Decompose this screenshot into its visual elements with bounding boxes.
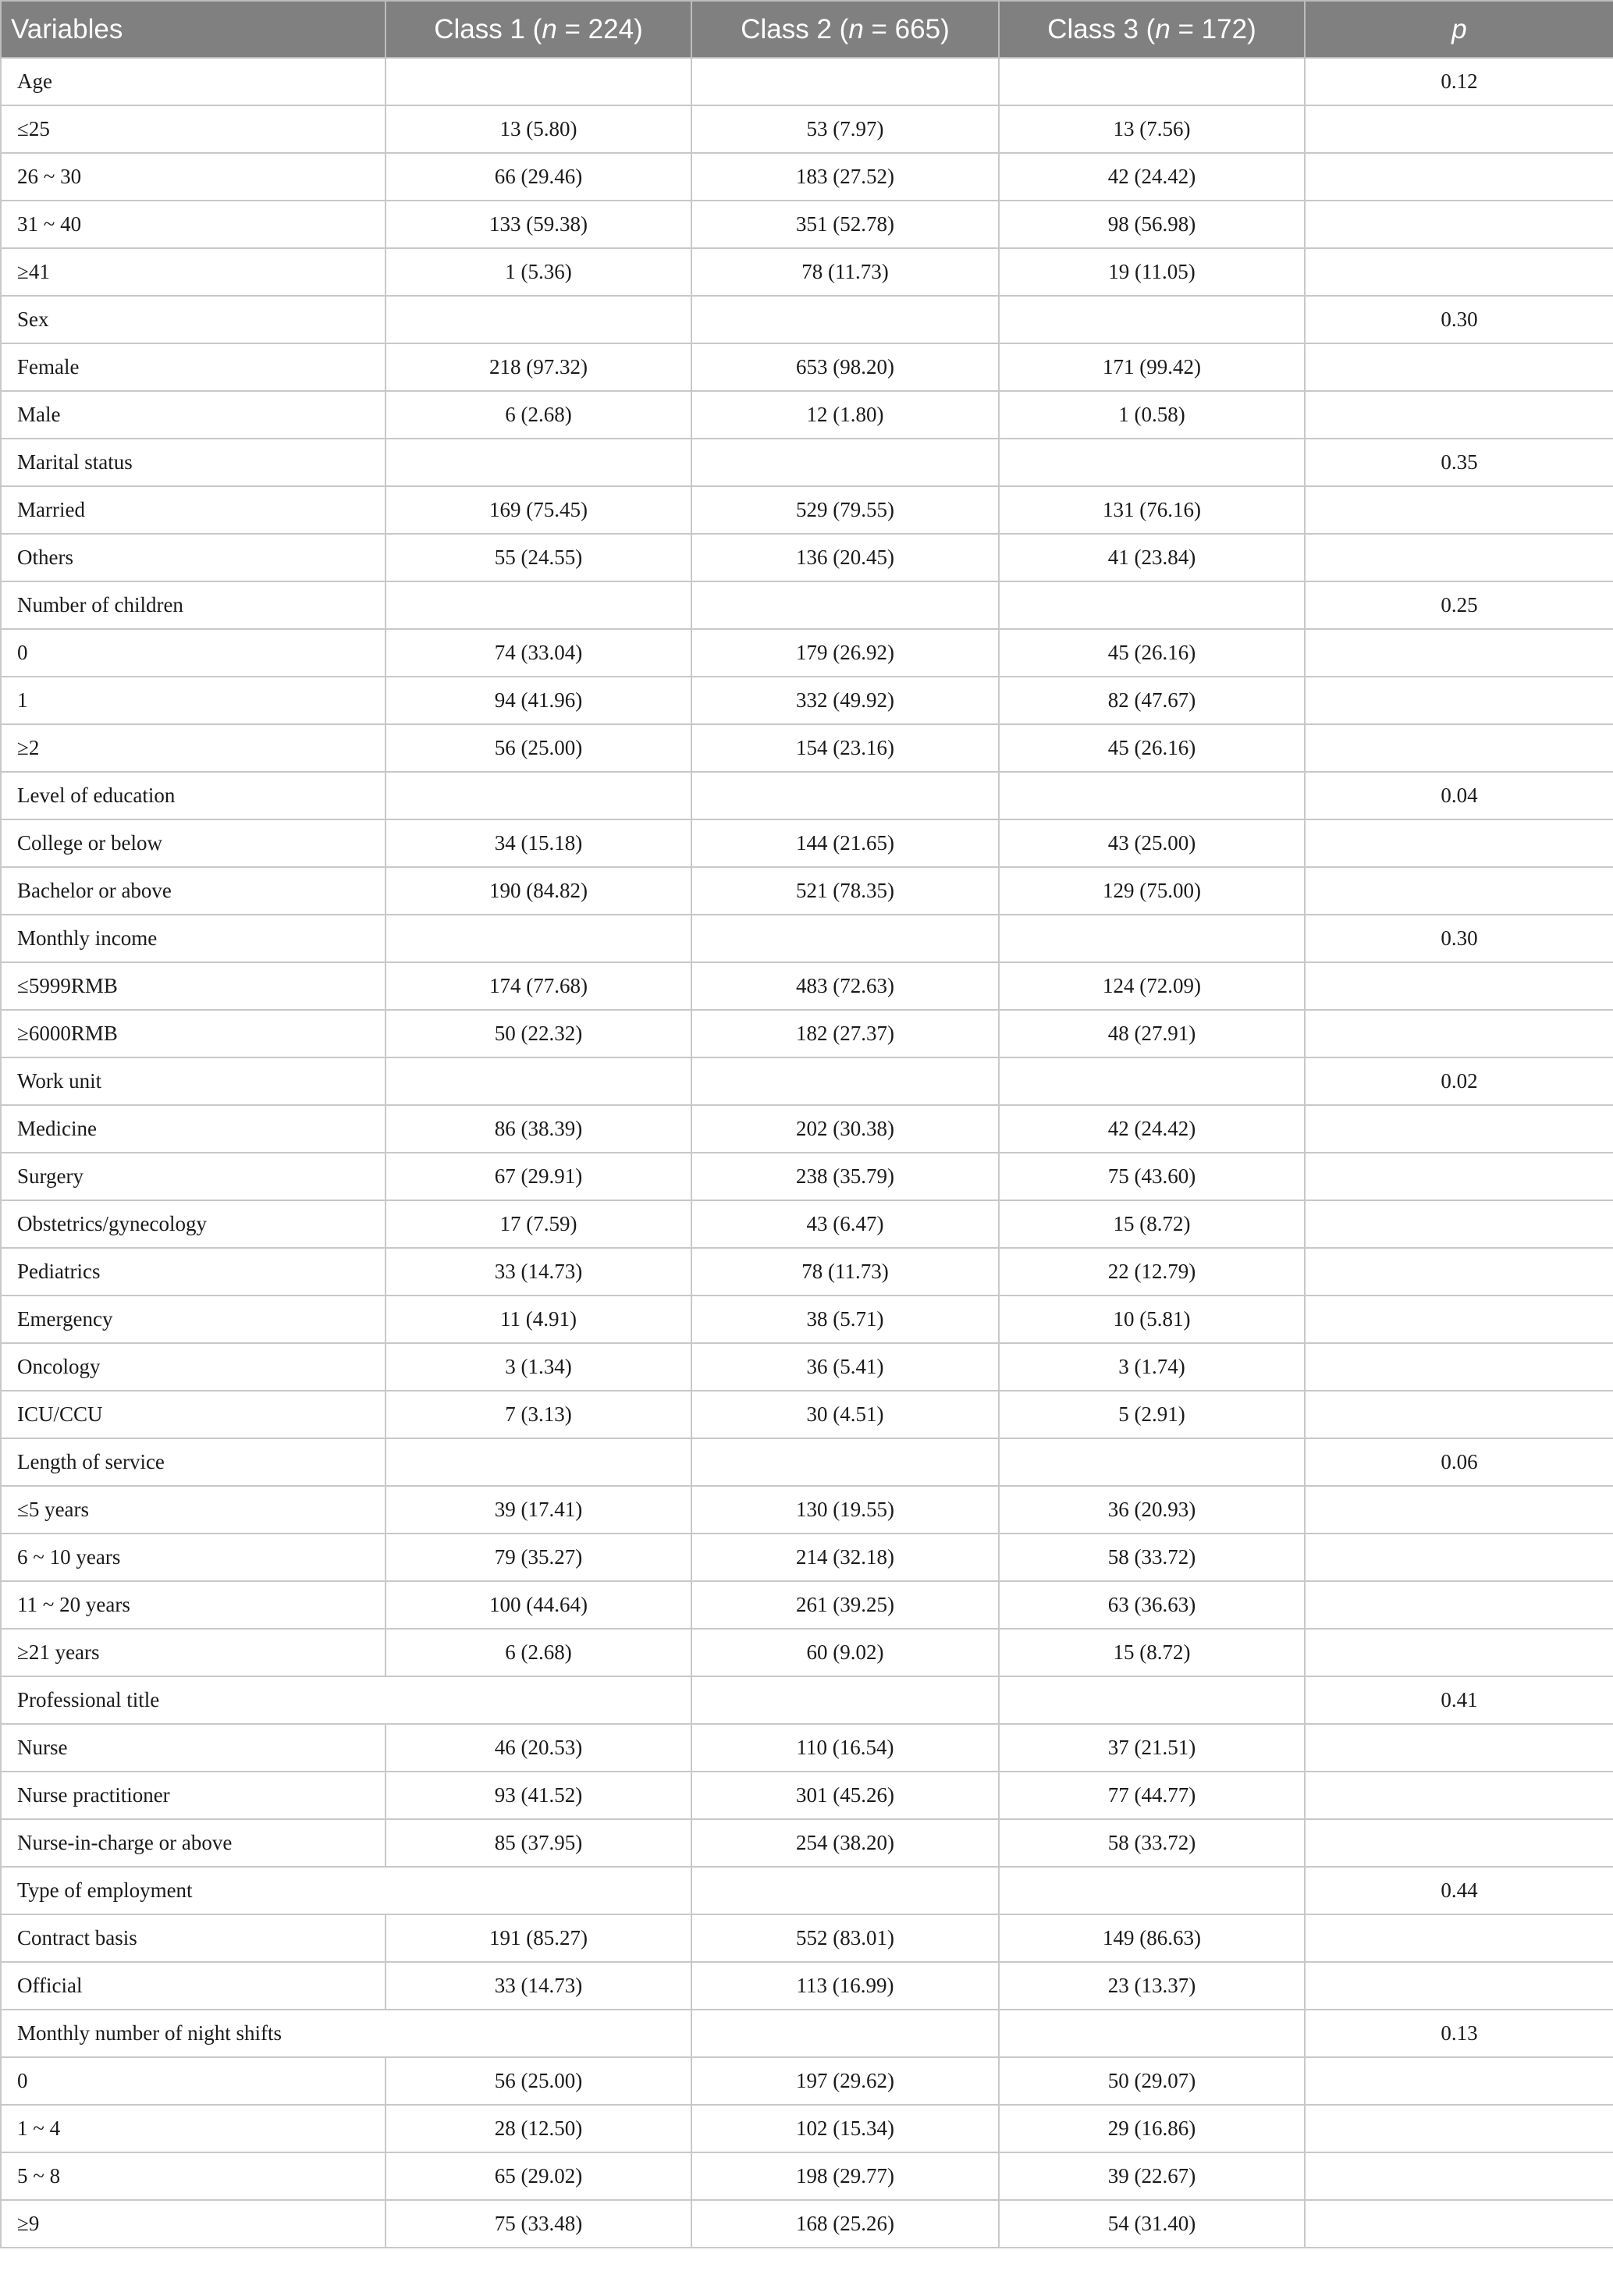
- cell-class-3: 36 (20.93): [999, 1486, 1305, 1534]
- cell-class-1: 28 (12.50): [385, 2105, 691, 2152]
- cell-class-2: 214 (32.18): [691, 1534, 999, 1581]
- table-row: [1, 1676, 1613, 1724]
- cell-class-1: 93 (41.52): [385, 1772, 691, 1819]
- cell-p-value: [1305, 819, 1613, 867]
- cell-class-1: 33 (14.73): [385, 1962, 691, 2010]
- cell-class-3: 58 (33.72): [999, 1534, 1305, 1581]
- row-label: College or below: [1, 819, 385, 867]
- row-label: Married: [1, 486, 385, 534]
- cell-class-3: 3 (1.74): [999, 1343, 1305, 1391]
- cell-class-3: [999, 296, 1305, 343]
- cell-p-value: 0.13: [1305, 2010, 1613, 2057]
- cell-class-2: [691, 58, 999, 105]
- row-label: Surgery: [1, 1153, 385, 1200]
- row-label: 5 ~ 8: [1, 2152, 385, 2200]
- row-label: Obstetrics/gynecology: [1, 1200, 385, 1248]
- table-row: [1, 1914, 1613, 1962]
- cell-class-2: [691, 1676, 999, 1724]
- cell-p-value: [1305, 343, 1613, 391]
- table-row: [1, 153, 1613, 201]
- cell-class-1: 11 (4.91): [385, 1295, 691, 1343]
- cell-class-2: 238 (35.79): [691, 1153, 999, 1200]
- cell-p-value: 0.02: [1305, 1057, 1613, 1105]
- cell-p-value: [1305, 677, 1613, 724]
- cell-p-value: [1305, 1914, 1613, 1962]
- header-class-1: [385, 1, 691, 58]
- cell-class-1: [385, 439, 691, 486]
- cell-class-3: 13 (7.56): [999, 105, 1305, 153]
- cell-p-value: [1305, 2152, 1613, 2200]
- cell-p-value: 0.44: [1305, 1867, 1613, 1914]
- row-label: 6 ~ 10 years: [1, 1534, 385, 1581]
- cell-p-value: [1305, 867, 1613, 915]
- cell-class-1: 17 (7.59): [385, 1200, 691, 1248]
- cell-class-3: 42 (24.42): [999, 1105, 1305, 1153]
- header-variables-text: Variables: [11, 13, 123, 44]
- row-label: ≥9: [1, 2200, 385, 2248]
- table-header: [1, 1, 1613, 58]
- cell-class-2: 136 (20.45): [691, 534, 999, 581]
- row-label: Oncology: [1, 1343, 385, 1391]
- table-row: [1, 772, 1613, 819]
- table-row: [1, 867, 1613, 915]
- cell-class-3: 19 (11.05): [999, 248, 1305, 296]
- cell-class-1: 1 (5.36): [385, 248, 691, 296]
- cell-class-1: 191 (85.27): [385, 1914, 691, 1962]
- cell-p-value: [1305, 1534, 1613, 1581]
- cell-class-2: 78 (11.73): [691, 1248, 999, 1295]
- cell-class-3: 5 (2.91): [999, 1391, 1305, 1438]
- table-row: [1, 1343, 1613, 1391]
- cell-class-1: [385, 581, 691, 629]
- table-row: [1, 1438, 1613, 1486]
- cell-p-value: [1305, 1343, 1613, 1391]
- cell-p-value: [1305, 1391, 1613, 1438]
- cell-class-2: [691, 772, 999, 819]
- cell-p-value: [1305, 1295, 1613, 1343]
- cell-class-1: 65 (29.02): [385, 2152, 691, 2200]
- cell-class-2: 154 (23.16): [691, 724, 999, 772]
- cell-class-1: 39 (17.41): [385, 1486, 691, 1534]
- cell-p-value: 0.25: [1305, 581, 1613, 629]
- table-row: [1, 296, 1613, 343]
- row-label: Nurse-in-charge or above: [1, 1819, 385, 1867]
- cell-class-2: [691, 1438, 999, 1486]
- cell-p-value: [1305, 629, 1613, 677]
- table-row: [1, 724, 1613, 772]
- row-label: Nurse: [1, 1724, 385, 1772]
- cell-class-1: 190 (84.82): [385, 867, 691, 915]
- cell-class-3: 45 (26.16): [999, 629, 1305, 677]
- cell-p-value: [1305, 1819, 1613, 1867]
- cell-p-value: [1305, 201, 1613, 248]
- table-row: [1, 962, 1613, 1010]
- cell-class-2: 110 (16.54): [691, 1724, 999, 1772]
- cell-class-2: 198 (29.77): [691, 2152, 999, 2200]
- row-label: 26 ~ 30: [1, 153, 385, 201]
- cell-class-1: 169 (75.45): [385, 486, 691, 534]
- table-row: [1, 248, 1613, 296]
- cell-class-1: 66 (29.46): [385, 153, 691, 201]
- row-label: Bachelor or above: [1, 867, 385, 915]
- table-row: [1, 1295, 1613, 1343]
- table-row: [1, 1724, 1613, 1772]
- cell-class-1: 46 (20.53): [385, 1724, 691, 1772]
- row-label: 0: [1, 629, 385, 677]
- row-label: ICU/CCU: [1, 1391, 385, 1438]
- cell-p-value: [1305, 391, 1613, 439]
- cell-class-3: 22 (12.79): [999, 1248, 1305, 1295]
- cell-class-3: [999, 2010, 1305, 2057]
- cell-class-2: 144 (21.65): [691, 819, 999, 867]
- cell-class-1: 3 (1.34): [385, 1343, 691, 1391]
- table-row: [1, 677, 1613, 724]
- cell-p-value: [1305, 1105, 1613, 1153]
- header-class-3-n: n: [1155, 13, 1171, 44]
- row-label: ≥41: [1, 248, 385, 296]
- table-row: [1, 439, 1613, 486]
- cell-class-2: 197 (29.62): [691, 2057, 999, 2105]
- cell-p-value: [1305, 1629, 1613, 1676]
- cell-class-1: 94 (41.96): [385, 677, 691, 724]
- cell-class-2: [691, 915, 999, 962]
- header-class-1-n: n: [542, 13, 557, 44]
- row-label: ≥2: [1, 724, 385, 772]
- cell-class-3: 1 (0.58): [999, 391, 1305, 439]
- table-row: [1, 1581, 1613, 1629]
- cell-p-value: [1305, 248, 1613, 296]
- cell-class-1: 56 (25.00): [385, 724, 691, 772]
- row-label: Work unit: [1, 1057, 385, 1105]
- cell-class-1: 6 (2.68): [385, 391, 691, 439]
- cell-p-value: [1305, 1486, 1613, 1534]
- row-label: 0: [1, 2057, 385, 2105]
- cell-class-1: 7 (3.13): [385, 1391, 691, 1438]
- table-row: [1, 1962, 1613, 2010]
- cell-class-3: 43 (25.00): [999, 819, 1305, 867]
- row-label: Type of employment: [1, 1867, 691, 1914]
- table-row: [1, 1105, 1613, 1153]
- cell-class-3: [999, 1676, 1305, 1724]
- table-row: [1, 1772, 1613, 1819]
- cell-class-3: 98 (56.98): [999, 201, 1305, 248]
- cell-p-value: [1305, 105, 1613, 153]
- cell-class-3: 131 (76.16): [999, 486, 1305, 534]
- row-label: 11 ~ 20 years: [1, 1581, 385, 1629]
- cell-class-3: [999, 581, 1305, 629]
- cell-p-value: [1305, 1772, 1613, 1819]
- cell-class-1: 74 (33.04): [385, 629, 691, 677]
- table-row: [1, 1248, 1613, 1295]
- cell-class-3: 41 (23.84): [999, 534, 1305, 581]
- cell-class-3: 42 (24.42): [999, 153, 1305, 201]
- cell-class-3: 39 (22.67): [999, 2152, 1305, 2200]
- table-row: [1, 1010, 1613, 1057]
- cell-class-1: 75 (33.48): [385, 2200, 691, 2248]
- cell-p-value: [1305, 486, 1613, 534]
- cell-class-1: 85 (37.95): [385, 1819, 691, 1867]
- cell-class-2: 130 (19.55): [691, 1486, 999, 1534]
- cell-p-value: [1305, 1724, 1613, 1772]
- cell-p-value: 0.35: [1305, 439, 1613, 486]
- cell-class-2: 182 (27.37): [691, 1010, 999, 1057]
- table-row: [1, 1534, 1613, 1581]
- cell-class-1: 50 (22.32): [385, 1010, 691, 1057]
- cell-class-1: 34 (15.18): [385, 819, 691, 867]
- table-row: [1, 2105, 1613, 2152]
- table-row: [1, 486, 1613, 534]
- cell-class-3: [999, 1438, 1305, 1486]
- row-label: Level of education: [1, 772, 385, 819]
- cell-class-3: 10 (5.81): [999, 1295, 1305, 1343]
- row-label: ≤5 years: [1, 1486, 385, 1534]
- cell-class-2: 183 (27.52): [691, 153, 999, 201]
- row-label: Emergency: [1, 1295, 385, 1343]
- cell-class-1: 86 (38.39): [385, 1105, 691, 1153]
- cell-p-value: [1305, 1153, 1613, 1200]
- row-label: Monthly income: [1, 915, 385, 962]
- row-label: Pediatrics: [1, 1248, 385, 1295]
- table-row: [1, 1486, 1613, 1534]
- cell-class-1: [385, 296, 691, 343]
- cell-class-2: [691, 439, 999, 486]
- cell-class-3: 15 (8.72): [999, 1629, 1305, 1676]
- cell-class-3: 77 (44.77): [999, 1772, 1305, 1819]
- header-class-2-suffix: = 665): [863, 13, 950, 44]
- cell-p-value: 0.12: [1305, 58, 1613, 105]
- table-row: [1, 2200, 1613, 2248]
- header-variables: [1, 1, 385, 58]
- header-class-3: [999, 1, 1305, 58]
- cell-p-value: [1305, 1248, 1613, 1295]
- cell-class-2: 36 (5.41): [691, 1343, 999, 1391]
- cell-class-3: [999, 1867, 1305, 1914]
- cell-p-value: [1305, 2200, 1613, 2248]
- table-row: [1, 1867, 1613, 1914]
- cell-class-3: 171 (99.42): [999, 343, 1305, 391]
- cell-class-2: 43 (6.47): [691, 1200, 999, 1248]
- row-label: ≥6000RMB: [1, 1010, 385, 1057]
- cell-class-3: [999, 772, 1305, 819]
- row-label: Age: [1, 58, 385, 105]
- row-label: Medicine: [1, 1105, 385, 1153]
- cell-p-value: [1305, 2105, 1613, 2152]
- cell-class-1: 56 (25.00): [385, 2057, 691, 2105]
- cell-class-3: 37 (21.51): [999, 1724, 1305, 1772]
- cell-class-1: 133 (59.38): [385, 201, 691, 248]
- cell-class-1: [385, 772, 691, 819]
- cell-class-1: [385, 1057, 691, 1105]
- cell-class-1: 55 (24.55): [385, 534, 691, 581]
- header-class-1-prefix: Class 1 (: [434, 13, 542, 44]
- table-row: [1, 2010, 1613, 2057]
- cell-class-2: 78 (11.73): [691, 248, 999, 296]
- table-row: [1, 2057, 1613, 2105]
- header-class-2-prefix: Class 2 (: [741, 13, 849, 44]
- cell-class-2: 102 (15.34): [691, 2105, 999, 2152]
- row-label: Sex: [1, 296, 385, 343]
- row-label: Male: [1, 391, 385, 439]
- cell-class-3: 54 (31.40): [999, 2200, 1305, 2248]
- cell-class-2: 483 (72.63): [691, 962, 999, 1010]
- row-label: 1 ~ 4: [1, 2105, 385, 2152]
- cell-class-2: 521 (78.35): [691, 867, 999, 915]
- cell-p-value: [1305, 534, 1613, 581]
- cell-class-2: 351 (52.78): [691, 201, 999, 248]
- table-row: [1, 391, 1613, 439]
- cell-class-1: [385, 58, 691, 105]
- row-label: 31 ~ 40: [1, 201, 385, 248]
- table-row: [1, 581, 1613, 629]
- cell-class-3: [999, 439, 1305, 486]
- table-body: [1, 58, 1613, 2248]
- header-class-1-suffix: = 224): [556, 13, 643, 44]
- cell-class-2: [691, 296, 999, 343]
- cell-class-3: 23 (13.37): [999, 1962, 1305, 2010]
- cell-p-value: 0.30: [1305, 296, 1613, 343]
- table-row: [1, 105, 1613, 153]
- table-row: [1, 1153, 1613, 1200]
- cell-p-value: [1305, 1010, 1613, 1057]
- cell-class-3: [999, 1057, 1305, 1105]
- cell-p-value: [1305, 153, 1613, 201]
- row-label: Number of children: [1, 581, 385, 629]
- cell-p-value: [1305, 724, 1613, 772]
- table-row: [1, 1200, 1613, 1248]
- cell-class-3: [999, 58, 1305, 105]
- header-row: [1, 1, 1613, 58]
- cell-p-value: [1305, 1200, 1613, 1248]
- cell-class-2: 12 (1.80): [691, 391, 999, 439]
- cell-class-2: 653 (98.20): [691, 343, 999, 391]
- table-row: [1, 1819, 1613, 1867]
- cell-class-3: 129 (75.00): [999, 867, 1305, 915]
- cell-class-1: [385, 1438, 691, 1486]
- cell-class-2: 30 (4.51): [691, 1391, 999, 1438]
- cell-class-2: [691, 1867, 999, 1914]
- cell-p-value: [1305, 962, 1613, 1010]
- cell-class-3: 29 (16.86): [999, 2105, 1305, 2152]
- header-class-2-n: n: [848, 13, 864, 44]
- cell-class-3: [999, 915, 1305, 962]
- row-label: Length of service: [1, 1438, 385, 1486]
- cell-class-2: [691, 2010, 999, 2057]
- cell-p-value: 0.06: [1305, 1438, 1613, 1486]
- cell-class-2: 529 (79.55): [691, 486, 999, 534]
- cell-class-1: 6 (2.68): [385, 1629, 691, 1676]
- cell-p-value: [1305, 1962, 1613, 2010]
- cell-class-2: 202 (30.38): [691, 1105, 999, 1153]
- table-row: [1, 629, 1613, 677]
- cell-p-value: [1305, 2057, 1613, 2105]
- cell-class-3: 15 (8.72): [999, 1200, 1305, 1248]
- table-row: [1, 1391, 1613, 1438]
- cell-class-3: 75 (43.60): [999, 1153, 1305, 1200]
- cell-class-1: 33 (14.73): [385, 1248, 691, 1295]
- cell-class-2: [691, 581, 999, 629]
- table-row: [1, 1629, 1613, 1676]
- cell-class-3: 58 (33.72): [999, 1819, 1305, 1867]
- cell-class-2: [691, 1057, 999, 1105]
- row-label: Marital status: [1, 439, 385, 486]
- cell-class-1: 218 (97.32): [385, 343, 691, 391]
- header-class-3-suffix: = 172): [1170, 13, 1256, 44]
- cell-class-2: 552 (83.01): [691, 1914, 999, 1962]
- row-label: ≤25: [1, 105, 385, 153]
- cell-class-3: 50 (29.07): [999, 2057, 1305, 2105]
- row-label: ≥21 years: [1, 1629, 385, 1676]
- table-row: [1, 2152, 1613, 2200]
- row-label: Female: [1, 343, 385, 391]
- cell-class-3: 124 (72.09): [999, 962, 1305, 1010]
- table-row: [1, 201, 1613, 248]
- table-row: [1, 915, 1613, 962]
- header-class-2: [691, 1, 999, 58]
- header-p-value: [1305, 1, 1613, 58]
- cell-class-2: 179 (26.92): [691, 629, 999, 677]
- cell-class-1: 13 (5.80): [385, 105, 691, 153]
- table-row: [1, 343, 1613, 391]
- cell-class-1: 100 (44.64): [385, 1581, 691, 1629]
- row-label: ≤5999RMB: [1, 962, 385, 1010]
- cell-class-1: [385, 915, 691, 962]
- cell-class-3: 48 (27.91): [999, 1010, 1305, 1057]
- table-row: [1, 534, 1613, 581]
- cell-class-2: 301 (45.26): [691, 1772, 999, 1819]
- cell-class-2: 113 (16.99): [691, 1962, 999, 2010]
- cell-class-2: 332 (49.92): [691, 677, 999, 724]
- table-row: [1, 819, 1613, 867]
- table-row: [1, 58, 1613, 105]
- row-label: Contract basis: [1, 1914, 385, 1962]
- row-label: 1: [1, 677, 385, 724]
- cell-class-2: 53 (7.97): [691, 105, 999, 153]
- cell-class-2: 261 (39.25): [691, 1581, 999, 1629]
- cell-class-2: 38 (5.71): [691, 1295, 999, 1343]
- cell-class-2: 60 (9.02): [691, 1629, 999, 1676]
- row-label: Nurse practitioner: [1, 1772, 385, 1819]
- cell-class-2: 168 (25.26): [691, 2200, 999, 2248]
- table-row: [1, 1057, 1613, 1105]
- cell-class-3: 45 (26.16): [999, 724, 1305, 772]
- cell-class-3: 63 (36.63): [999, 1581, 1305, 1629]
- cell-class-1: 67 (29.91): [385, 1153, 691, 1200]
- cell-p-value: 0.04: [1305, 772, 1613, 819]
- row-label: Monthly number of night shifts: [1, 2010, 691, 2057]
- cell-class-1: 79 (35.27): [385, 1534, 691, 1581]
- cell-p-value: [1305, 1581, 1613, 1629]
- row-label: Professional title: [1, 1676, 691, 1724]
- cell-p-value: 0.41: [1305, 1676, 1613, 1724]
- row-label: Official: [1, 1962, 385, 2010]
- cell-class-3: 149 (86.63): [999, 1914, 1305, 1962]
- cell-class-2: 254 (38.20): [691, 1819, 999, 1867]
- row-label: Others: [1, 534, 385, 581]
- header-p-text: p: [1451, 13, 1467, 44]
- header-class-3-prefix: Class 3 (: [1047, 13, 1156, 44]
- cell-class-3: 82 (47.67): [999, 677, 1305, 724]
- cell-p-value: 0.30: [1305, 915, 1613, 962]
- cell-class-1: 174 (77.68): [385, 962, 691, 1010]
